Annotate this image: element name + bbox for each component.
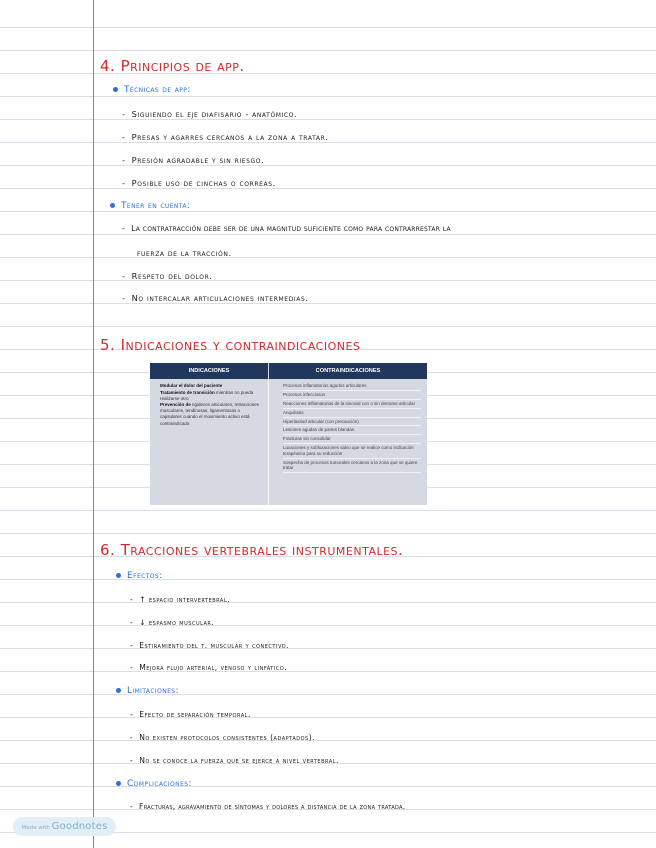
contraindicaciones-column — [283, 382, 421, 473]
contraindication-item: Reacciones inflamatorias de la sinovial con o sin derrame articular — [283, 400, 421, 409]
list-item: - Respeto del dolor. — [122, 271, 213, 281]
limitaciones-label: Limitaciones: — [127, 686, 179, 696]
contraindication-item: Sospecha de procesos tumorales cercanos a la zona que se quiere tratar — [283, 459, 421, 473]
indicaciones-column — [160, 383, 262, 427]
badge-brand: Goodnotes — [51, 821, 108, 832]
indication-item-bold: Tratamiento de transición — [160, 389, 215, 395]
contraindication-item: Luxaciones y subluxaciones salvo que se realice como indicación terapéutica para su reducción — [283, 444, 421, 458]
bullet-dot-icon — [113, 87, 118, 92]
indication-item-text: rigideces articulares, retracciones musculares, tendinosas, ligamentosas o capsulares cuando el movimiento activo está contraindicado — [160, 402, 260, 426]
efectos-subheading — [116, 571, 163, 581]
list-item: - Fracturas, agravamiento de síntomas y dolores a distancia de la zona tratada. — [130, 802, 406, 811]
bullet-dot-icon — [110, 203, 115, 208]
limitaciones-subheading — [116, 686, 179, 696]
list-item: - Presas y agarres cercanos a la zona a tratar. — [122, 132, 329, 142]
list-item: - Estiramiento del t. muscular y conectivo. — [130, 641, 290, 650]
contraindication-item: Anquilosis — [283, 409, 421, 418]
contraindication-item: Procesos infecciosos — [283, 391, 421, 400]
table-header-contraindicaciones: CONTRAINDICACIONES — [269, 363, 427, 379]
list-item: - Siguiendo el eje diafisario - anatómico. — [122, 109, 298, 119]
tener-label: Tener en cuenta: — [121, 201, 191, 211]
list-item: - Posible uso de cinchas o correas. — [122, 178, 276, 188]
list-item: - No se conoce la fuerza que se ejerce a nivel vertebral. — [130, 756, 339, 765]
complicaciones-label: Complicaciones: — [127, 779, 192, 789]
list-item: - ↓ espasmo muscular. — [130, 618, 215, 627]
table-header-indicaciones: INDICACIONES — [150, 363, 268, 379]
contraindication-item: Hiperlaxitud articular (con precaución) — [283, 418, 421, 427]
indication-item-text: mientras no pueda realizarse otro — [160, 389, 254, 401]
page-margin-line — [93, 0, 94, 848]
tener-subheading — [110, 201, 190, 211]
bullet-dot-icon — [116, 781, 121, 786]
list-item: - No intercalar articulaciones intermedias. — [122, 293, 309, 303]
list-item: - ↑ espacio intervertebral. — [130, 595, 231, 604]
tecnicas-label: Técnicas de app: — [124, 85, 191, 95]
indications-table — [150, 363, 427, 505]
list-item-continuation: fuerza de la tracción. — [137, 248, 232, 258]
contraindication-item: Lesiones agudas de partes blandas — [283, 426, 421, 435]
list-item: - Mejora flujo arterial, venoso y linfático. — [130, 663, 288, 672]
table-divider — [268, 379, 269, 505]
efectos-label: Efectos: — [127, 571, 163, 581]
goodnotes-badge — [13, 817, 116, 836]
list-item: - Presión agradable y sin riesgo. — [122, 155, 265, 165]
tecnicas-subheading — [113, 85, 191, 95]
section-5-title: 5. Indicaciones y contraindicaciones — [100, 336, 361, 354]
contraindication-item: Fracturas sin consolidar — [283, 435, 421, 444]
indication-item: Modular el dolor del paciente — [160, 383, 223, 388]
section-4-title: 4. Principios de app. — [100, 57, 245, 75]
contraindication-item: Procesos inflamatorios agudos articulares — [283, 382, 421, 391]
list-item: - Efecto de separación temporal. — [130, 710, 251, 719]
list-item: - La contratracción debe ser de una magnitud suficiente como para contrarrestar la — [122, 224, 451, 233]
complicaciones-subheading — [116, 779, 192, 789]
section-6-title: 6. Tracciones vertebrales instrumentales. — [100, 541, 404, 559]
bullet-dot-icon — [116, 573, 121, 578]
indication-item-bold: Prevención de — [160, 402, 191, 408]
list-item: - No existen protocolos consistentes (adaptados). — [130, 733, 316, 742]
bullet-dot-icon — [116, 688, 121, 693]
badge-prefix: Made with — [21, 825, 50, 831]
